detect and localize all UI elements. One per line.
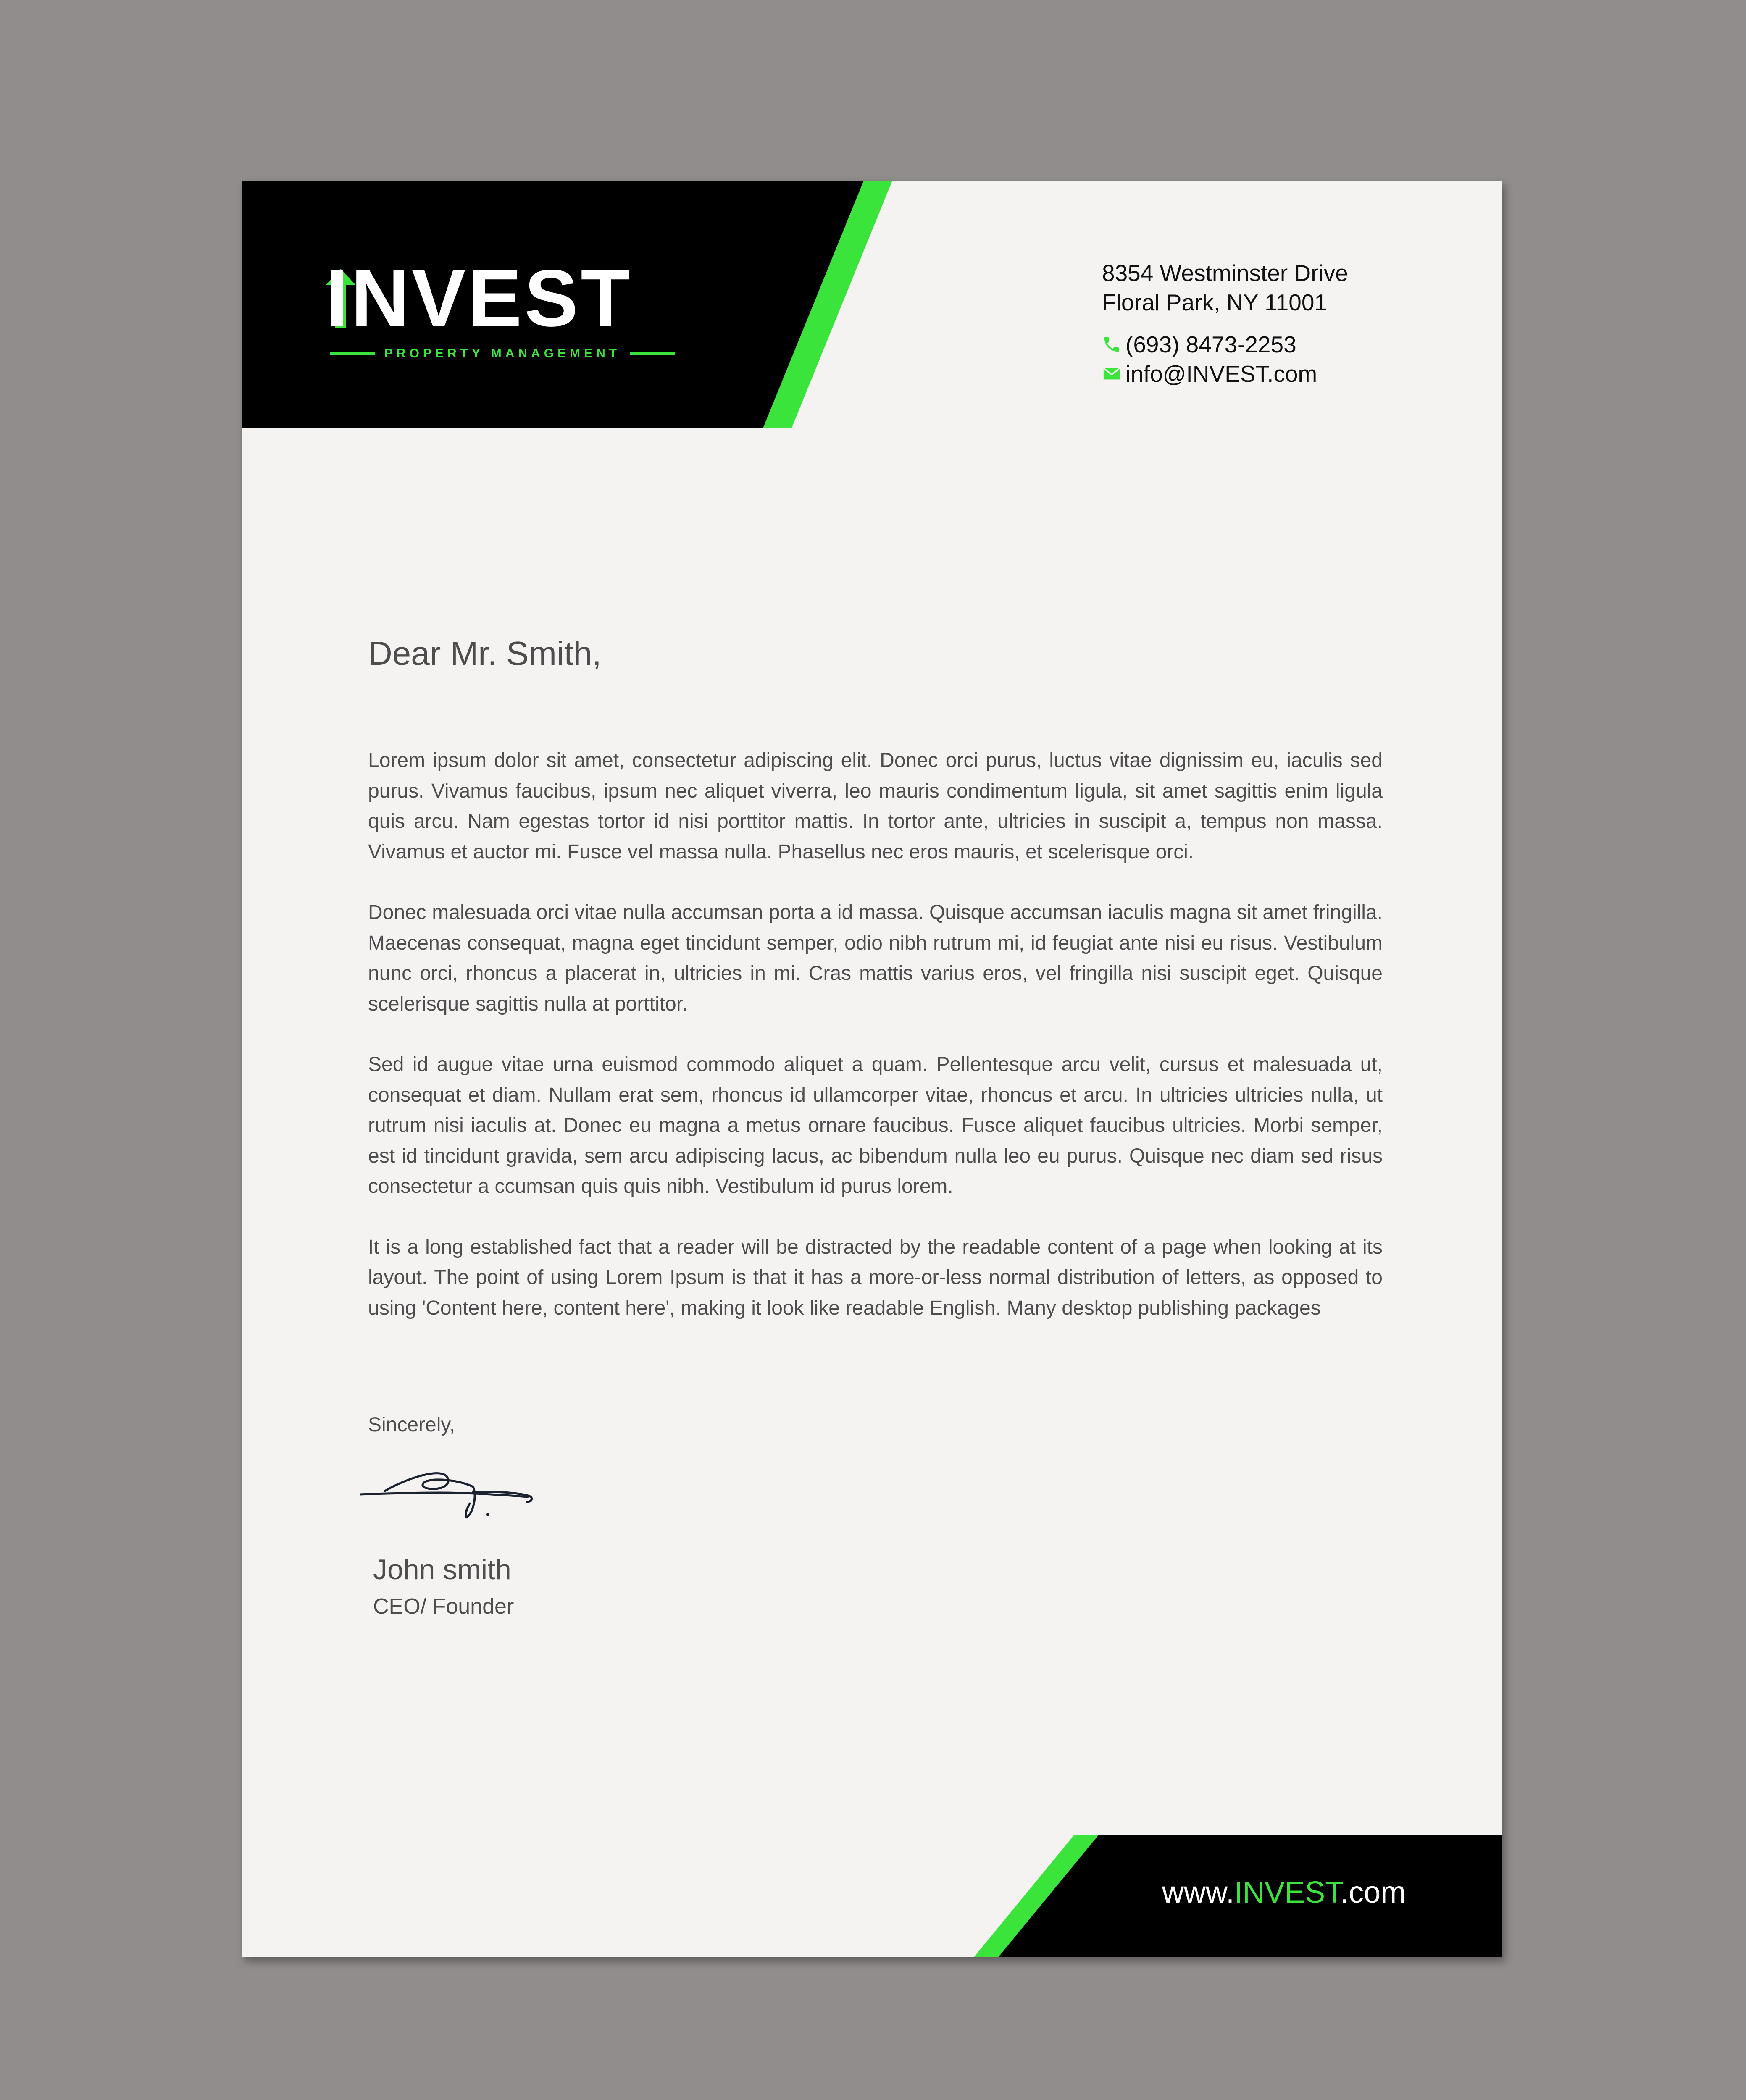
tagline-text: PROPERTY MANAGEMENT bbox=[384, 346, 621, 360]
letterhead-page bbox=[242, 181, 1502, 1957]
letter-body bbox=[368, 746, 1383, 1354]
email-row bbox=[1102, 359, 1348, 388]
body-paragraph-4: It is a long established fact that a reader will be distracted by the readable content of a page when looking at its layout. The point of using Lorem Ipsum is that it has a more-or-less normal distribution of letters, as opposed to using 'Content here, content here', making it look like readable English. Many desktop publishing packages bbox=[368, 1236, 1383, 1319]
signer-name: John smith bbox=[373, 1554, 511, 1586]
contact-block bbox=[1102, 258, 1348, 388]
phone-number: (693) 8473-2253 bbox=[1125, 331, 1296, 357]
body-paragraph-1: Lorem ipsum dolor sit amet, consectetur adipiscing elit. Donec orci purus, luctus vitae dignissim eu, iaculis sed purus. Vivamus faucibus, ipsum nec aliquet viverra, leo mauris condimentum ligula, sit amet sagittis enim ligula quis arcu. Nam egestas tortor id nisi porttitor mattis. In tortor ante, ultricies in suscipit a, tempus non massa. Vivamus et auctor mi. Fusce vel massa nulla. Phasellus nec eros mauris, et scelerisque orci. bbox=[368, 749, 1383, 863]
body-paragraph-3: Sed id augue vitae urna euismod commodo aliquet a quam. Pellentesque arcu velit, cursus et malesuada ut, consequat et diam. Nullam erat sem, rhoncus id ullamcorper vitae, rhoncus et arcu. In ultricies ultricies nulla, ut rutrum nisi iaculis at. Donec eu magna a metus ornare faucibus. Fusce aliquet faucibus ultricies. Morbi semper, est id tincidunt gravida, sem arcu adipiscing lacus, ac bibendum nulla leo eu purus. Quisque nec diam sed risus consectetur a ccumsan quis quis nibh. Vestibulum id purus lorem. bbox=[368, 1053, 1383, 1197]
letter-greeting: Dear Mr. Smith, bbox=[368, 635, 602, 672]
company-logo bbox=[326, 253, 696, 360]
envelope-icon bbox=[1102, 364, 1121, 383]
email-address[interactable]: info@INVEST.com bbox=[1125, 361, 1317, 387]
website-url[interactable] bbox=[1162, 1875, 1406, 1910]
handwritten-signature bbox=[360, 1462, 536, 1529]
logo-wordmark: INVEST bbox=[326, 253, 633, 343]
website-suffix: .com bbox=[1340, 1876, 1406, 1909]
tagline-rule-right bbox=[630, 352, 675, 355]
tagline-rule-left bbox=[330, 352, 375, 355]
signer-title: CEO/ Founder bbox=[373, 1594, 514, 1619]
body-paragraph-2: Donec malesuada orci vitae nulla accumsan porta a id massa. Quisque accumsan iaculis magna sit amet fringilla. Maecenas consequat, magna eget tincidunt semper, odio nibh rutrum mi, id feugiat ante nisi eu risus. Vestibulum nunc orci, rhoncus a placerat in, ultricies in mi. Cras mattis varius eros, vel fringilla nisi suscipit eget. Quisque scelerisque sagittis nulla at porttitor. bbox=[368, 901, 1383, 1015]
logo-tagline bbox=[330, 346, 675, 361]
address-line-1: 8354 Westminster Drive bbox=[1102, 260, 1348, 286]
address-line-2: Floral Park, NY 11001 bbox=[1102, 289, 1328, 315]
website-highlight: INVEST bbox=[1234, 1876, 1341, 1909]
website-prefix: www. bbox=[1162, 1876, 1235, 1909]
letter-closing: Sincerely, bbox=[368, 1414, 455, 1436]
phone-row bbox=[1102, 330, 1348, 359]
phone-icon bbox=[1102, 335, 1121, 354]
